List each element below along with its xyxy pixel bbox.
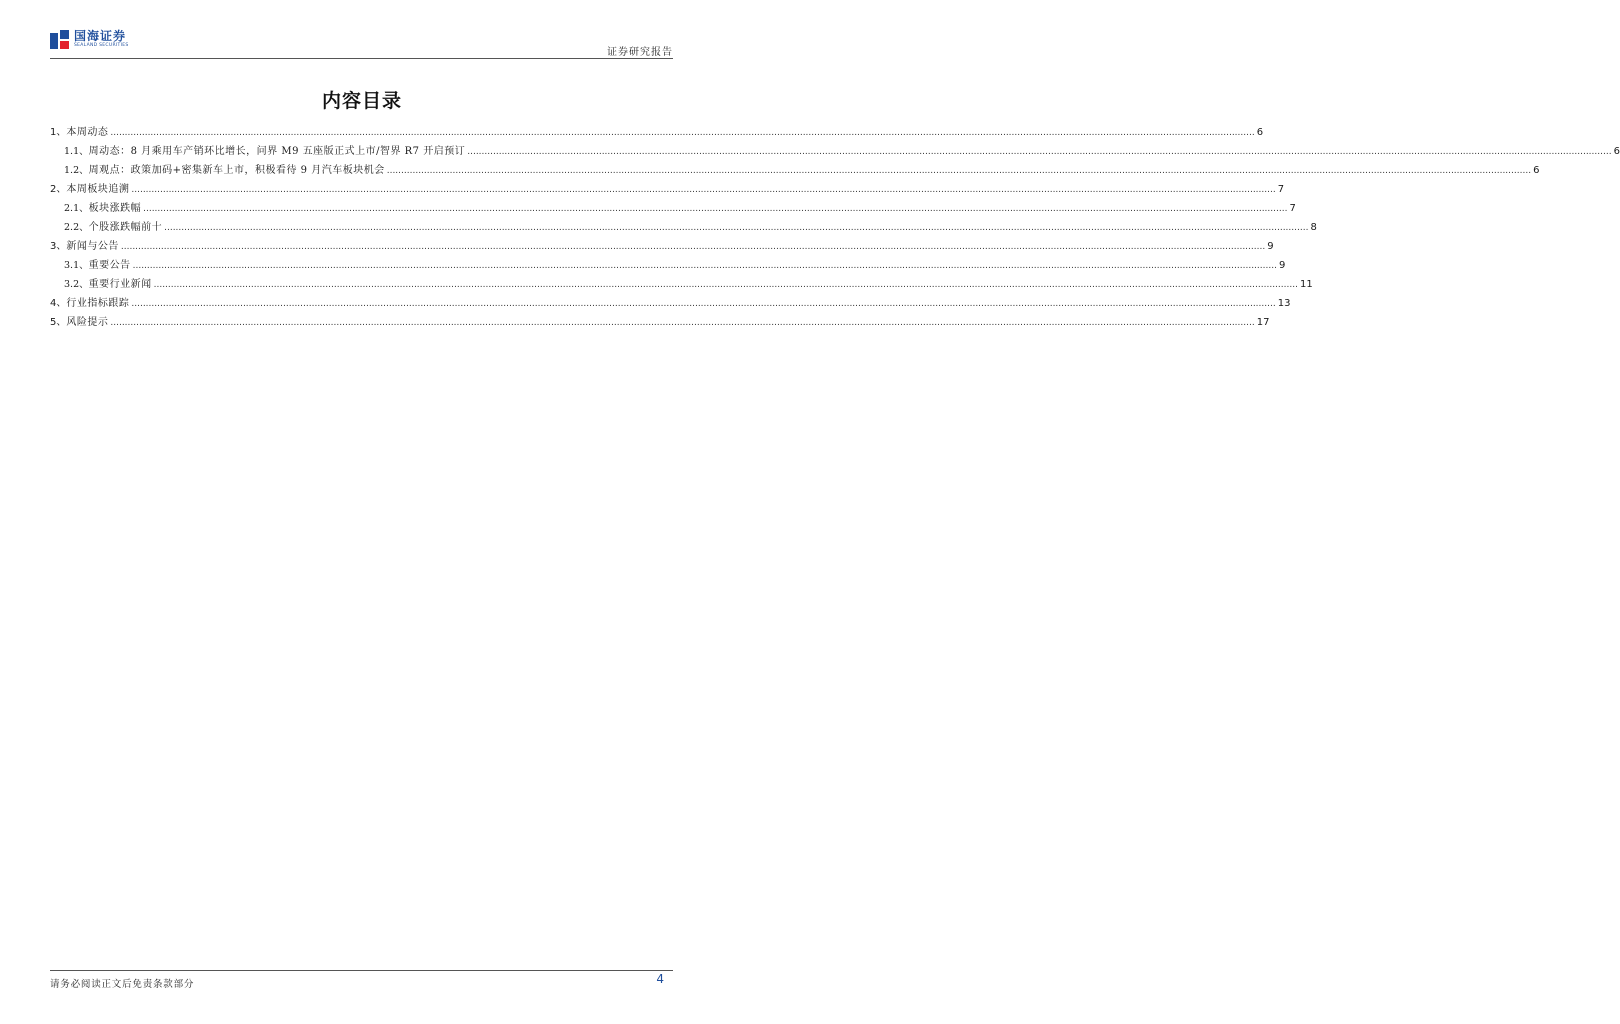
toc-entry-number: 3.1、 bbox=[64, 260, 89, 271]
toc-leader-dots: ................................................................................................................................................................................................................................................................................................................................................................................................................ bbox=[153, 280, 1298, 290]
toc-entry-title: 新闻与公告 bbox=[66, 241, 119, 252]
toc-entry-page: 9 bbox=[1267, 241, 1274, 252]
toc-entry[interactable] bbox=[50, 275, 1313, 294]
toc-entry-page: 7 bbox=[1289, 203, 1296, 214]
toc-entry-number: 5、 bbox=[50, 317, 67, 328]
toc-entry[interactable] bbox=[50, 180, 1285, 199]
toc-entry-number: 3.2、 bbox=[64, 279, 89, 290]
footer-divider bbox=[50, 970, 673, 971]
disclaimer-text: 请务必阅读正文后免责条款部分 bbox=[50, 979, 195, 990]
toc-entry-title: 行业指标跟踪 bbox=[66, 298, 130, 309]
toc-entry-number: 1.1、 bbox=[64, 146, 89, 157]
toc-entry-page: 13 bbox=[1277, 298, 1291, 309]
company-logo bbox=[50, 30, 129, 52]
toc-entry-page: 6 bbox=[1613, 146, 1620, 157]
toc-entry-number: 1、 bbox=[50, 127, 67, 138]
toc-entry-page: 11 bbox=[1299, 279, 1313, 290]
toc-entry-number: 3、 bbox=[50, 241, 67, 252]
toc-entry-title: 板块涨跌幅 bbox=[88, 203, 142, 214]
toc-entry-title: 本周板块追溯 bbox=[66, 184, 130, 195]
toc-leader-dots: ................................................................................................................................................................................................................................................................................................................................................................................................................ bbox=[110, 128, 1255, 138]
toc-leader-dots: ................................................................................................................................................................................................................................................................................................................................................................................................................ bbox=[164, 223, 1309, 233]
toc-entry[interactable] bbox=[50, 313, 1270, 332]
toc-entry-number: 2.2、 bbox=[64, 222, 89, 233]
toc-entry-number: 2.1、 bbox=[64, 203, 89, 214]
logo-icon bbox=[50, 30, 70, 52]
toc-entry[interactable] bbox=[50, 142, 1620, 161]
toc-entry[interactable] bbox=[50, 123, 1264, 142]
toc-entry-title: 重要公告 bbox=[88, 260, 131, 271]
page-header bbox=[50, 28, 673, 58]
page-number: 4 bbox=[656, 972, 664, 986]
logo-chinese-name: 国海证券 bbox=[74, 29, 127, 43]
toc-entry-number: 4、 bbox=[50, 298, 67, 309]
toc-entry-title: 风险提示 bbox=[66, 317, 109, 328]
toc-entry-page: 9 bbox=[1278, 260, 1286, 271]
toc-entry-page: 6 bbox=[1533, 165, 1540, 176]
toc-entry[interactable] bbox=[50, 237, 1274, 256]
toc-leader-dots: ................................................................................................................................................................................................................................................................................................................................................................................................................ bbox=[131, 299, 1276, 309]
toc-entry-title: 本周动态 bbox=[66, 127, 109, 138]
toc-leader-dots: ................................................................................................................................................................................................................................................................................................................................................................................................................ bbox=[132, 261, 1277, 271]
toc-entry-number: 1.2、 bbox=[64, 165, 89, 176]
toc-entry[interactable] bbox=[50, 199, 1296, 218]
logo-english-name: SEALAND SECURITIES bbox=[74, 43, 129, 48]
toc-entry-page: 17 bbox=[1256, 317, 1270, 328]
toc-leader-dots: ................................................................................................................................................................................................................................................................................................................................................................................................................ bbox=[386, 166, 1532, 176]
toc-entry[interactable] bbox=[50, 294, 1291, 313]
toc-entry-number: 2、 bbox=[50, 184, 67, 195]
toc-entry[interactable] bbox=[50, 161, 1540, 180]
toc-leader-dots: ................................................................................................................................................................................................................................................................................................................................................................................................................ bbox=[467, 147, 1612, 157]
toc-entry[interactable] bbox=[50, 218, 1317, 237]
report-type-label: 证券研究报告 bbox=[607, 47, 673, 58]
toc-entry-page: 6 bbox=[1256, 127, 1264, 138]
toc-entry-title: 周观点：政策加码+密集新车上市，积极看待 9 月汽车板块机会 bbox=[88, 165, 385, 176]
toc-leader-dots: ................................................................................................................................................................................................................................................................................................................................................................................................................ bbox=[120, 242, 1266, 252]
table-of-contents bbox=[50, 123, 1620, 332]
toc-leader-dots: ................................................................................................................................................................................................................................................................................................................................................................................................................ bbox=[143, 204, 1288, 214]
header-divider bbox=[50, 58, 673, 59]
toc-entry-page: 8 bbox=[1310, 222, 1317, 233]
toc-entry-title: 个股涨跌幅前十 bbox=[88, 222, 163, 233]
toc-leader-dots: ................................................................................................................................................................................................................................................................................................................................................................................................................ bbox=[110, 318, 1255, 328]
toc-title: 内容目录 bbox=[321, 90, 402, 112]
toc-entry-title: 周动态：8 月乘用车产销环比增长，问界 M9 五座版正式上市/智界 R7 开启预订 bbox=[88, 146, 466, 157]
toc-entry-page: 7 bbox=[1277, 184, 1285, 195]
toc-entry[interactable] bbox=[50, 256, 1286, 275]
toc-entry-title: 重要行业新闻 bbox=[88, 279, 152, 290]
toc-leader-dots: ................................................................................................................................................................................................................................................................................................................................................................................................................ bbox=[131, 185, 1276, 195]
